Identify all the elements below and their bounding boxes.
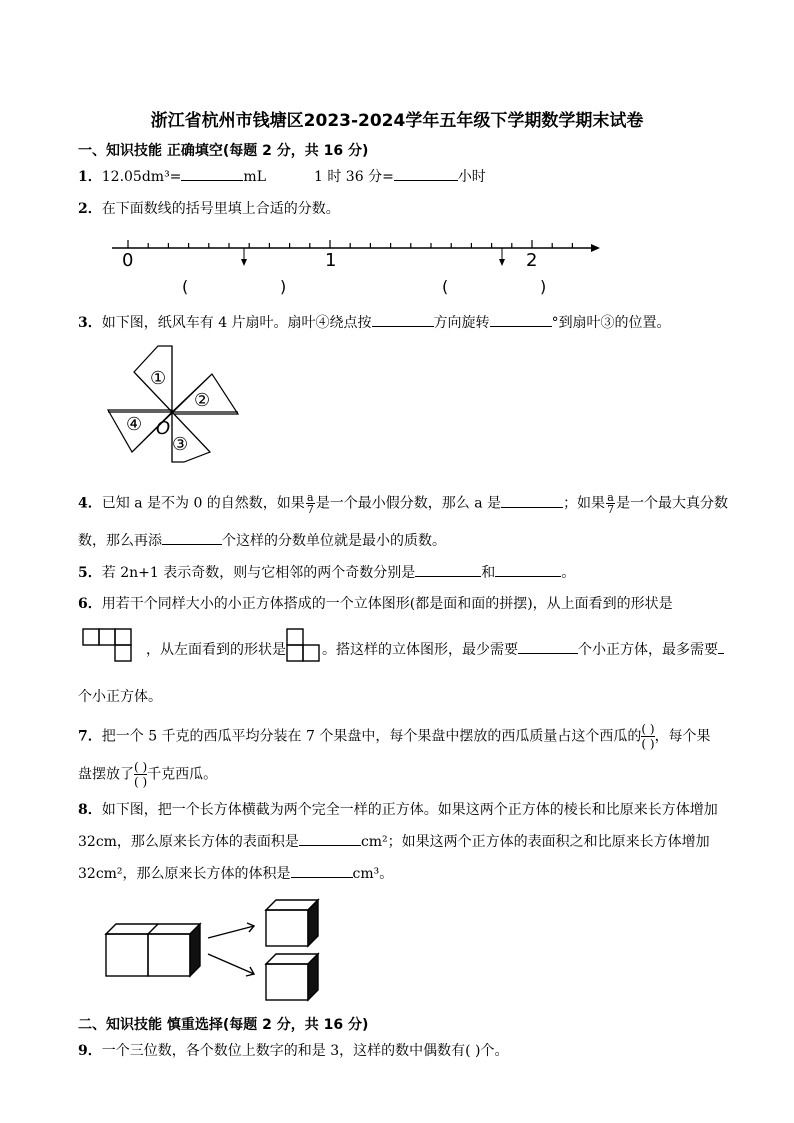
cube-1-front <box>266 910 308 946</box>
q7-fraction-blank-2[interactable]: $\frac{( )}{( )}$ <box>134 760 148 789</box>
question-6 <box>78 593 673 613</box>
q8-text-4: 32cm²，那么原来长方体的体积是 <box>78 866 291 882</box>
question-7 <box>78 722 711 751</box>
arrow-down <box>208 954 254 974</box>
q6-min-blank[interactable] <box>518 639 578 654</box>
q7-text-4: 千克西瓜。 <box>147 766 218 783</box>
q1-part-a-suffix: mL <box>243 169 266 185</box>
question-8 <box>78 799 718 819</box>
section-2-heading: 二、知识技能 慎重选择(每题 2 分，共 16 分) <box>78 1017 369 1033</box>
cuboid-left-face <box>106 934 148 976</box>
pointer-arrow-1-head <box>241 259 247 266</box>
q5-text-3: 。 <box>561 565 576 581</box>
q1-answer-blank-b[interactable] <box>394 166 458 181</box>
q5-text-1: 若 2n+1 表示奇数，则与它相邻的两个奇数分别是 <box>101 565 416 581</box>
q6-text-4: 个小正方体，最多需要 <box>578 642 718 658</box>
q7-fraction-blank-1[interactable]: $\frac{( )}{( )}$ <box>641 722 655 751</box>
blade-label-4: ④ <box>126 414 143 435</box>
axis-arrow <box>591 244 600 252</box>
q3-degree-blank[interactable] <box>490 312 552 327</box>
cuboid-right-face <box>148 934 190 976</box>
answer-paren-open-2: ( <box>442 277 449 296</box>
q8-text-line1: 如下图，把一个长方体横截为两个完全一样的正方体。如果这两个正方体的棱长和比原来长方体增加 <box>101 802 718 818</box>
question-7-line-2 <box>78 760 217 789</box>
q7-text-2: ，每个果 <box>654 728 711 745</box>
q1-part-b-suffix: 小时 <box>457 169 486 185</box>
q4-answer-blank-1[interactable] <box>501 493 563 508</box>
question-number: 1． <box>78 169 102 185</box>
q1-part-b-prefix: 1 时 36 分= <box>314 169 394 185</box>
q1-answer-blank-a[interactable] <box>181 166 243 181</box>
q6-text-3: 。搭这样的立体图形，最少需要 <box>322 642 518 658</box>
q8-surface-area-blank[interactable] <box>299 831 361 846</box>
q1-part-a-prefix: 12.05dm³= <box>101 169 182 185</box>
page-title: 浙江省杭州市钱塘区2023-2024学年五年级下学期数学期末试卷 <box>150 111 644 131</box>
question-2 <box>78 198 340 218</box>
pointer-arrow-2-head <box>499 259 505 266</box>
answer-paren-open-1: ( <box>182 277 189 296</box>
q5-answer-blank-2[interactable] <box>495 562 561 577</box>
question-1-part-b <box>314 166 486 186</box>
q6-text-2: ，从左面看到的形状是 <box>146 642 286 658</box>
section-1-heading: 一、知识技能 正确填空(每题 2 分，共 16 分) <box>78 143 369 159</box>
q4-line2-text-2: 个这样的分数单位就是最小的质数。 <box>222 533 446 549</box>
q6-text-5: 个小正方体。 <box>78 689 162 705</box>
q6-text-line1: 用若干个同样大小的小正方体搭成的一个立体图形(都是面和面的拼摆)，从上面看到的形状是 <box>101 596 673 612</box>
answer-paren-close-2: ) <box>540 277 547 296</box>
q4-line2-text-1: 数，那么再添 <box>78 533 162 549</box>
question-6-line-3 <box>78 686 162 706</box>
cube-2-side <box>308 954 318 1000</box>
q5-answer-blank-1[interactable] <box>415 562 481 577</box>
question-9 <box>78 1040 508 1060</box>
blade-label-3: ③ <box>172 434 189 455</box>
q8-text-5: cm³。 <box>352 866 394 882</box>
number-line-label-2: 2 <box>526 250 538 271</box>
left-view-figure <box>286 628 326 666</box>
number-line-label-0: 0 <box>122 250 134 271</box>
cube-2-front <box>266 964 308 1000</box>
question-4 <box>78 492 728 515</box>
q3-text-2: 方向旋转 <box>433 315 490 331</box>
q7-text-3: 盘摆放了 <box>78 766 134 783</box>
question-8-line-2 <box>78 831 710 851</box>
q2-text: 在下面数线的括号里填上合适的分数。 <box>101 201 340 217</box>
number-line-label-1: 1 <box>325 250 337 271</box>
q3-text-3: °到扇叶③的位置。 <box>551 315 671 331</box>
number-line-figure <box>108 228 608 300</box>
q3-direction-blank[interactable] <box>372 312 434 327</box>
fraction-a-over-7: $\frac{a}{7}$ <box>306 491 314 516</box>
q7-text-1: 把一个 5 千克的西瓜平均分装在 7 个果盘中，每个果盘中摆放的西瓜质量占这个西瓜的 <box>101 728 642 745</box>
q6-max-blank[interactable] <box>718 639 724 654</box>
q8-text-2: 32cm，那么原来长方体的表面积是 <box>78 834 299 850</box>
question-1 <box>78 166 266 186</box>
question-number: 7． <box>78 728 102 745</box>
q3-text-1: 如下图，纸风车有 4 片扇叶。扇叶④绕点按 <box>101 315 372 331</box>
pinwheel-figure <box>104 340 244 466</box>
q4-text-2: 是一个最小假分数，那么 a 是 <box>315 495 502 512</box>
q4-answer-blank-2[interactable] <box>162 530 222 545</box>
q5-text-2: 和 <box>481 565 496 581</box>
question-4-line-2 <box>78 530 446 550</box>
answer-paren-close-1: ) <box>280 277 287 296</box>
question-number: 4． <box>78 495 102 512</box>
question-3 <box>78 312 671 332</box>
cuboid-cut-figure <box>104 896 324 1004</box>
top-view-figure <box>82 628 138 666</box>
q4-text-4: 是一个最大真分数 <box>616 495 729 512</box>
cube-1-side <box>308 900 318 946</box>
question-number: 6． <box>78 596 102 612</box>
center-point-label: O <box>156 418 171 439</box>
question-number: 2． <box>78 201 102 217</box>
question-8-line-3 <box>78 863 393 883</box>
tick-marks <box>128 240 572 248</box>
q4-text-3: ；如果 <box>563 495 606 512</box>
cuboid-side <box>190 924 200 976</box>
q4-text-1: 已知 a 是不为 0 的自然数，如果 <box>101 495 305 512</box>
q8-text-3: cm²；如果这两个正方体的表面积之和比原来长方体增加 <box>360 834 710 850</box>
arrow-up <box>208 926 254 938</box>
question-number: 3． <box>78 315 102 331</box>
question-number: 8． <box>78 802 102 818</box>
blade-label-1: ① <box>150 368 167 389</box>
question-number: 9． <box>78 1043 102 1059</box>
q9-text: 一个三位数，各个数位上数字的和是 3，这样的数中偶数有( )个。 <box>101 1043 509 1059</box>
question-6-line-2a <box>146 639 286 659</box>
q8-volume-blank[interactable] <box>291 863 353 878</box>
blade-label-2: ② <box>194 390 211 411</box>
question-5 <box>78 562 575 582</box>
fraction-a-over-7: $\frac{a}{7}$ <box>607 491 615 516</box>
question-6-line-2b <box>322 639 724 659</box>
question-number: 5． <box>78 565 102 581</box>
